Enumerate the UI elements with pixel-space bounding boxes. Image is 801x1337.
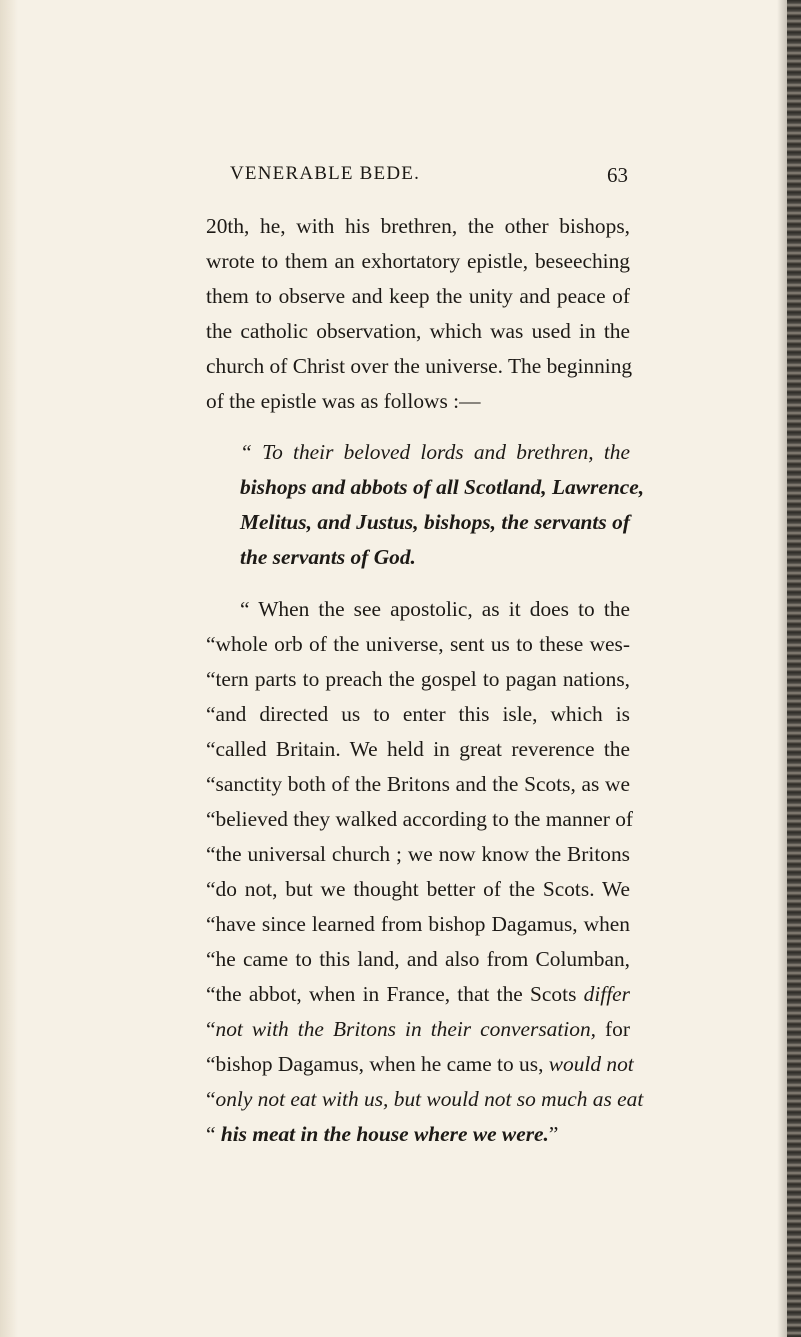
letter-line: “whole orb of the universe, sent us to these wes- (206, 632, 630, 656)
paragraph-gap (206, 575, 630, 592)
letter-line: “sanctity both of the Britons and the Scots, as we (206, 772, 630, 796)
salutation-line: the servants of God. (240, 545, 416, 569)
text-run: for (596, 1017, 630, 1041)
text-line: wrote to them an exhortatory epistle, beseeching (206, 249, 630, 273)
text-block (206, 209, 645, 1152)
text-line: them to observe and keep the unity and peace of (206, 284, 630, 308)
letter-line: “tern parts to preach the gospel to pagan nations, (206, 667, 630, 691)
letter-line: “ When the see apostolic, as it does to the (240, 597, 630, 621)
text-run: “the abbot, when in France, that the Scots (206, 982, 584, 1006)
page-number: 63 (607, 163, 628, 187)
letter-line: “have since learned from bishop Dagamus, when (206, 912, 630, 936)
book-binding-edge (787, 0, 801, 1337)
italic-run: not with the Britons in their conversation, (215, 1017, 596, 1041)
letter-line: “the universal church ; we now know the Britons (206, 842, 630, 866)
text-run: “ (206, 1017, 216, 1041)
text-line: the catholic observation, which was used in the (206, 319, 630, 343)
text-line: 20th, he, with his brethren, the other bishops, (206, 214, 630, 238)
letter-line (206, 1082, 644, 1117)
text-line: of the epistle was as follows :— (206, 389, 481, 413)
letter-line (206, 977, 630, 1012)
italic-run: his meat in the house where we were. (220, 1122, 549, 1146)
letter-line: “he came to this land, and also from Columban, (206, 947, 630, 971)
letter-line: “believed they walked according to the manner of (206, 807, 634, 831)
letter-line (206, 1012, 630, 1047)
letter-line (206, 1117, 630, 1152)
text-run: “bishop Dagamus, when he came to us, (206, 1052, 549, 1076)
italic-run: only not eat with us, but would not so much as eat (215, 1087, 644, 1111)
page-edge (0, 0, 18, 1337)
salutation-line: “ To their beloved lords and brethren, the (240, 440, 630, 464)
letter-line: “do not, but we thought better of the Scots. We (206, 877, 630, 901)
text-line: church of Christ over the universe. The beginning (206, 354, 633, 378)
gutter-shadow (777, 0, 787, 1337)
italic-run: differ (583, 982, 630, 1006)
letter-line: “and directed us to enter this isle, which is (206, 702, 630, 726)
salutation-line: bishops and abbots of all Scotland, Lawrence, (240, 475, 645, 499)
text-run: “ (206, 1122, 221, 1146)
italic-run: would not (548, 1052, 634, 1076)
letter-line: “called Britain. We held in great reverence the (206, 737, 630, 761)
paragraph-gap (206, 419, 630, 435)
text-run: ” (548, 1122, 559, 1146)
letter-line (206, 1047, 634, 1082)
salutation-line: Melitus, and Justus, bishops, the servants of (240, 510, 630, 534)
running-header (230, 163, 628, 191)
text-run: “ (206, 1087, 216, 1111)
running-title: VENERABLE BEDE. (230, 163, 421, 184)
